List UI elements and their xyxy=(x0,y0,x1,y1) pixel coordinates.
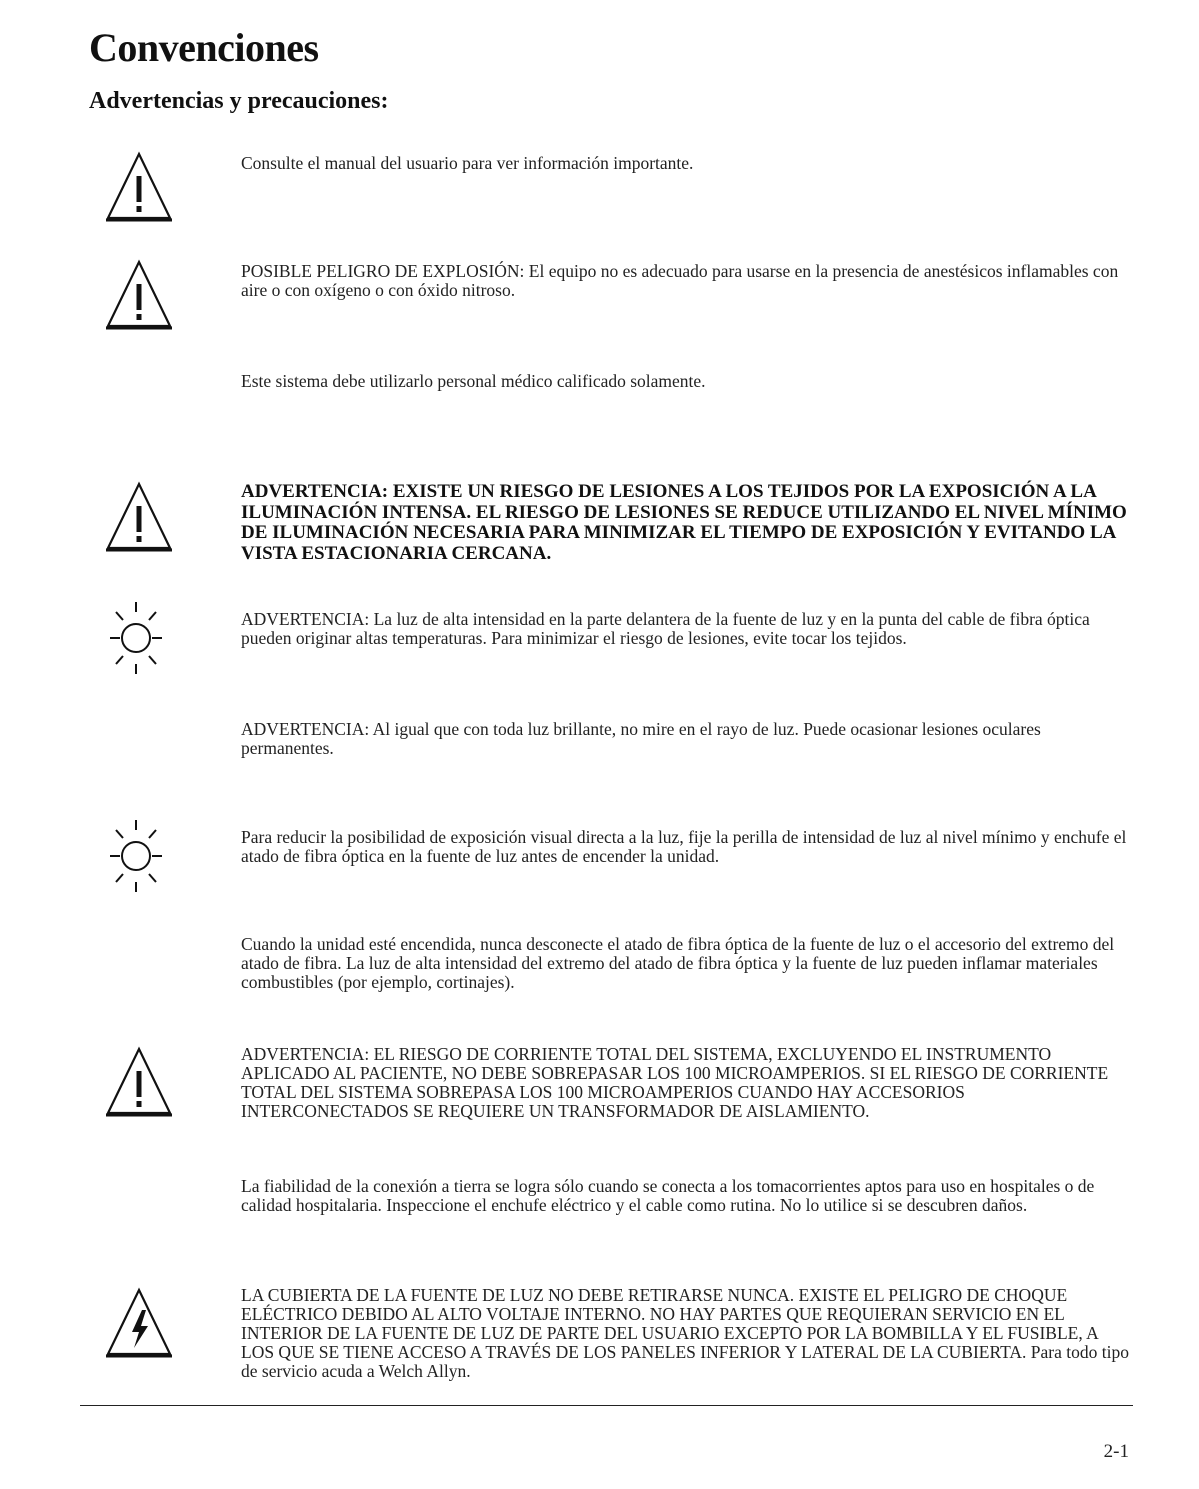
page-title: Convenciones xyxy=(89,25,319,70)
warning-text: Este sistema debe utilizarlo personal médico calificado solamente. xyxy=(241,371,706,391)
warning-text: Cuando la unidad esté encendida, nunca desconecte el atado de fibra óptica de la fuente de luz o el accesorio del extremo del atado de fibra. La luz de alta intensidad del extremo del atado de fibra óptica y la fuente de luz pueden inflamar materiales combustibles (por ejemplo, cortinajes). xyxy=(241,934,1115,992)
warning-text: ADVERTENCIA: La luz de alta intensidad en la parte delantera de la fuente de luz y en la punta del cable de fibra óptica pueden originar altas temperaturas. Para minimizar el riesgo de lesiones, evite tocar los tejidos. xyxy=(241,609,1090,648)
warning-text: Consulte el manual del usuario para ver información importante. xyxy=(241,153,694,173)
warning-text: ADVERTENCIA: EL RIESGO DE CORRIENTE TOTAL DEL SISTEMA, EXCLUYENDO EL INSTRUMENTO APLICADO AL PACIENTE, NO DEBE SOBREPASAR LOS 100 MICROAMPERIOS. SI EL RIESGO DE CORRIENTE TOTAL DEL SISTEMA SOBREPASA LOS 100 MICROAMPERIOS CUANDO HAY ACCESORIOS INTERCONECTADOS SE REQUIERE UN TRANSFORMADOR DE AISLAMIENTO. xyxy=(241,1044,1109,1121)
warning-text: POSIBLE PELIGRO DE EXPLOSIÓN: El equipo no es adecuado para usarse en la presencia de anestésicos inflamables con aire o con oxígeno o con óxido nitroso. xyxy=(241,261,1119,300)
warning-text: Para reducir la posibilidad de exposición visual directa a la luz, fije la perilla de intensidad de luz al nivel mínimo y enchufe el atado de fibra óptica en la fuente de luz antes de encender la unidad. xyxy=(241,827,1127,866)
section-heading: Advertencias y precauciones: xyxy=(89,88,389,114)
warning-text: ADVERTENCIA: Al igual que con toda luz brillante, no mire en el rayo de luz. Puede ocasionar lesiones oculares permanentes. xyxy=(241,719,1041,758)
warning-text: La fiabilidad de la conexión a tierra se logra sólo cuando se conecta a los tomacorrientes aptos para uso en hospitales o de calidad hospitalaria. Inspeccione el enchufe eléctrico y el cable como rutina. No lo utilice si se descubren daños. xyxy=(241,1176,1095,1215)
warning-text: LA CUBIERTA DE LA FUENTE DE LUZ NO DEBE RETIRARSE NUNCA. EXISTE EL PELIGRO DE CHOQUE ELÉCTRICO DEBIDO AL ALTO VOLTAJE INTERNO. NO HAY PARTES QUE REQUIERAN SERVICIO EN EL INTERIOR DE LA FUENTE DE LUZ DE PARTE DEL USUARIO EXCEPTO POR LA BOMBILLA Y EL FUSIBLE, A LOS QUE SE TIENE ACCESO A TRAVÉS DE LOS PANELES INFERIOR Y LATERAL DE LA CUBIERTA. Para todo tipo de servicio acuda a Welch Allyn. xyxy=(241,1285,1129,1381)
warning-triangle-icon xyxy=(104,1045,174,1117)
light-bulb-icon xyxy=(108,818,164,894)
warning-text: ADVERTENCIA: EXISTE UN RIESGO DE LESIONES A LOS TEJIDOS POR LA EXPOSICIÓN A LA ILUMINACIÓN INTENSA. EL RIESGO DE LESIONES SE REDUCE UTILIZANDO EL NIVEL MÍNIMO DE ILUMINACIÓN NECESARIA PARA MINIMIZAR EL TIEMPO DE EXPOSICIÓN Y EVITANDO LA VISTA ESTACIONARIA CERCANA. xyxy=(241,481,1127,564)
warning-triangle-icon xyxy=(104,480,174,552)
warning-triangle-icon xyxy=(104,258,174,330)
warning-triangle-icon xyxy=(104,150,174,222)
page-number: 2-1 xyxy=(1103,1441,1129,1462)
light-bulb-icon xyxy=(108,600,164,676)
footer-rule xyxy=(80,1405,1133,1406)
electric-shock-icon xyxy=(104,1286,174,1358)
